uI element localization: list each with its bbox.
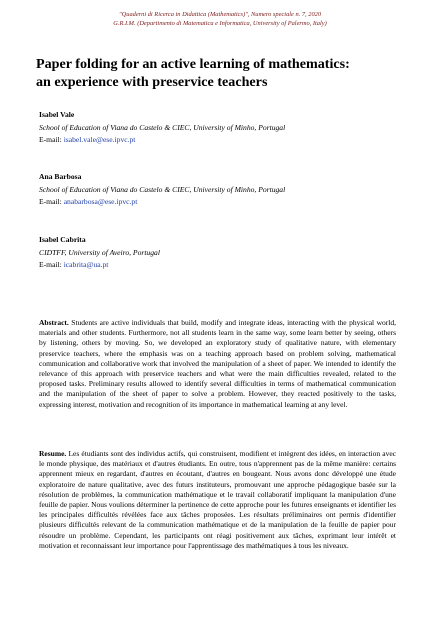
author-block: [39, 109, 419, 147]
abstract-label: Abstract.: [39, 318, 69, 327]
email-label: E-mail:: [39, 197, 62, 206]
author-affiliation: School of Education of Viana do Castelo & CIEC, University of Minho, Portugal: [39, 122, 286, 132]
abstract-text: Students are active individuals that build, modify and integrate ideas, interacting with the physical world, materials and other students. Furthermore, not all students learn in the same way, some learn better by seeing, others by listening, others by moving. So, we developed an exploratory study of qualitative nature, with elementary preservice teachers, where the emphasis was on a teaching approach based on problem solving, mathematical communication and collaborative work that involved the manipulation of a sheet of paper. We intended to identify the relevance of this approach with preservice teachers and what were the main difficulties revealed, related to the proposed tasks. Preliminary results allowed to identify several difficulties in terms of mathematical communication and the manipulation of the sheet of paper to solve a problem. However, they reacted positively to the tasks, expressing interest, motivation and recognition of its importance in mathematical learning at any level.: [39, 318, 396, 409]
email-label: E-mail:: [39, 135, 62, 144]
author-email-line: [39, 134, 419, 147]
author-email-link[interactable]: icabrita@ua.pt: [63, 260, 109, 269]
author-email-line: [39, 259, 419, 272]
author-block: [39, 171, 419, 209]
paper-title: [36, 55, 416, 91]
author-name: Ana Barbosa: [39, 172, 82, 181]
author-email-line: [39, 196, 419, 209]
author-name: Isabel Vale: [39, 110, 75, 119]
resume-paragraph: [39, 449, 396, 551]
author-affiliation: School of Education of Viana do Castelo & CIEC, University of Minho, Portugal: [39, 184, 286, 194]
author-affiliation: CIDTFF, University of Aveiro, Portugal: [39, 247, 160, 257]
abstract-paragraph: [39, 318, 396, 410]
author-email-link[interactable]: anabarbosa@ese.ipvc.pt: [63, 197, 138, 206]
email-label: E-mail:: [39, 260, 62, 269]
journal-line-1: "Quaderni di Ricerca in Didattica (Mathematics)", Numero speciale n. 7, 2020: [118, 11, 322, 18]
author-name: Isabel Cabrita: [39, 235, 86, 244]
journal-line-2: G.R.I.M. (Departimento di Matematica e Informatica, University of Palermo, Italy): [113, 20, 327, 27]
resume-text: Les étudiants sont des individus actifs, qui construisent, modifient et intègrent des idées, en interaction avec le monde physique, des matériaux et d'autres étudiants. En outre, tous n'apprennent pas de la même manière: certains apprennent mieux en regardant, d'autres en écoutant, d'autres en bougeant. Nous avons donc développé une étude exploratoire de nature qualitative, avec des futurs instituteurs, promouvant une approche pédagogique basée sur la résolution de problèmes, la communication mathématique et le travail collaboratif impliquant la manipulation d'une feuille de papier. Nous voulions déterminer la pertinence de cette approche pour les futures enseignants et identifier les les principales difficultés révélées face aux tâches proposées. Les résultats préliminaires ont permis d'identifier plusieurs difficultés relevant de la communication mathématique et de la manipulation de la feuille de papier pour résoudre un problème. Cependant, les participants ont réagi positivement aux tâches, exprimant leur intérêt et motivation et reconnaissant leur importance pour l'apprentissage des mathématiques à tous les niveaux.: [39, 449, 397, 550]
journal-header: [30, 10, 410, 28]
author-email-link[interactable]: isabel.vale@ese.ipvc.pt: [63, 135, 136, 144]
resume-label: Resume.: [39, 449, 67, 458]
author-block: [39, 234, 419, 272]
title-line-1: Paper folding for an active learning of mathematics:: [36, 56, 350, 72]
title-line-2: an experience with preservice teachers: [36, 74, 268, 90]
